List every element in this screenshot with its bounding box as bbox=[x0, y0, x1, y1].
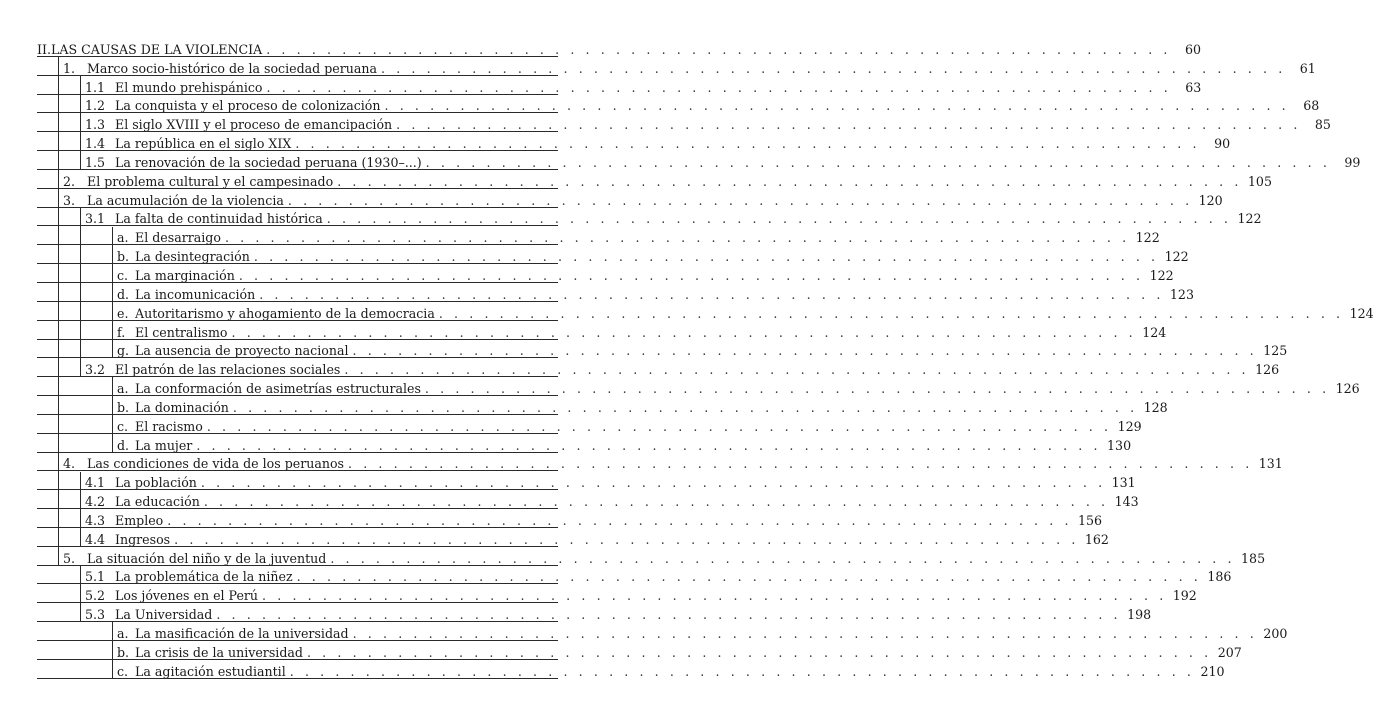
toc-entry-page: 185 bbox=[1241, 550, 1266, 566]
toc-entry-page: 120 bbox=[1198, 192, 1223, 208]
dot-leader: . . . . . . . . . . . . . . . . . . . . . . . . . . . . . . . . . . . . . . . . . . . . . . . . . . . . . . . . . . . . bbox=[287, 192, 1193, 208]
toc-entry[interactable] bbox=[37, 509, 1103, 528]
dot-leader: . . . . . . . . . . . . . . . . . . . . . . . . . . . . . . . . . . . . . . . . . . . . . . . . . . . . . . . . . . . . bbox=[330, 550, 1236, 566]
toc-entry[interactable] bbox=[37, 377, 1360, 397]
toc-entry-title: La problemática de la niñez bbox=[115, 569, 293, 585]
dot-leader: . . . . . . . . . . . . . . . . . . . . . . . . . . . . . . . . . . . . . . . . . . . . . . . . . . . . . . . . . . . . bbox=[238, 267, 1144, 283]
dot-leader: . . . . . . . . . . . . . . . . . . . . . . . . . . . . . . . . . . . . . . . . . . . . . . . . . . . . . . . . . . . . bbox=[425, 154, 1331, 170]
toc-entry-title: La acumulación de la violencia bbox=[87, 192, 284, 208]
toc-entry-number: 5.3 bbox=[85, 607, 106, 623]
toc-entry-page: 156 bbox=[1078, 512, 1103, 528]
toc-entry-page: 126 bbox=[1335, 381, 1360, 397]
dot-leader: . . . . . . . . . . . . . . . . . . . . . . . . . . . . . . . . . . . . . . . . . . . . . . . . . . . . . . . . . . . . bbox=[352, 343, 1258, 359]
toc-entry-number: e. bbox=[117, 305, 129, 321]
toc-entry[interactable] bbox=[37, 434, 1132, 453]
bracket-line bbox=[112, 622, 113, 679]
toc-entry[interactable] bbox=[37, 38, 1201, 57]
toc-entry-title: La Universidad bbox=[115, 607, 213, 623]
toc-entry-title: El problema cultural y el campesinado bbox=[87, 173, 334, 189]
toc-entry[interactable] bbox=[37, 358, 1280, 378]
toc-entry-page: 162 bbox=[1084, 531, 1109, 547]
dot-leader: . . . . . . . . . . . . . . . . . . . . . . . . . . . . . . . . . . . . . . . . . . . . . . . . . . . . . . . . . . . . bbox=[232, 399, 1138, 415]
toc-entry-number: 1.5 bbox=[85, 154, 106, 170]
dot-leader: . . . . . . . . . . . . . . . . . . . . . . . . . . . . . . . . . . . . . . . . . . . . . . . . . . . . . . . . . . . . bbox=[348, 456, 1253, 472]
dot-leader: . . . . . . . . . . . . . . . . . . . . . . . . . . . . . . . . . . . . . . . . . . . . . . . . . . . . . . . . . . . . bbox=[438, 305, 1344, 321]
toc-entry-number: II. bbox=[37, 41, 51, 57]
dot-leader: . . . . . . . . . . . . . . . . . . . . . . . . . . . . . . . . . . . . . . . . . . . . . . . . . . . . . . . . . . . . bbox=[266, 79, 1172, 95]
toc-entry[interactable] bbox=[37, 226, 1160, 246]
toc-entry-page: 123 bbox=[1169, 286, 1194, 302]
toc-entry-number: 5.1 bbox=[85, 569, 106, 585]
toc-entry-page: 124 bbox=[1142, 324, 1167, 340]
toc-entry-number: 3.1 bbox=[85, 211, 106, 227]
toc-entry-title: La agitación estudiantil bbox=[135, 663, 286, 679]
bracket-line bbox=[112, 377, 113, 452]
dot-leader: . . . . . . . . . . . . . . . . . . . . . . . . . . . . . . . . . . . . . . . . . . . . . . . . . . . . . . . . . . . . bbox=[167, 512, 1073, 528]
toc-entry-page: 124 bbox=[1349, 305, 1374, 321]
toc-entry[interactable] bbox=[37, 340, 1288, 359]
toc-entry[interactable] bbox=[37, 189, 1223, 208]
toc-entry-page: 90 bbox=[1214, 136, 1231, 152]
toc-entry-page: 61 bbox=[1299, 60, 1316, 76]
toc-entry-page: 122 bbox=[1237, 211, 1262, 227]
toc-entry[interactable] bbox=[37, 57, 1316, 76]
toc-entry-page: 122 bbox=[1149, 267, 1174, 283]
toc-entry[interactable] bbox=[37, 283, 1194, 302]
toc-entry-title: La falta de continuidad histórica bbox=[115, 211, 323, 227]
toc-entry[interactable] bbox=[37, 415, 1142, 434]
dot-leader: . . . . . . . . . . . . . . . . . . . . . . . . . . . . . . . . . . . . . . . . . . . . . . . . . . . . . . . . . . . . bbox=[266, 41, 1171, 57]
dot-leader: . . . . . . . . . . . . . . . . . . . . . . . . . . . . . . . . . . . . . . . . . . . . . . . . . . . . . . . . . . . . bbox=[295, 136, 1201, 152]
toc-entry-title: La conquista y el proceso de colonización bbox=[115, 98, 381, 114]
toc-entry-number: 2. bbox=[63, 173, 76, 189]
toc-entry[interactable] bbox=[37, 622, 1288, 641]
toc-entry-page: 131 bbox=[1258, 456, 1283, 472]
toc-entry-page: 122 bbox=[1135, 230, 1160, 246]
toc-entry[interactable] bbox=[37, 528, 1109, 547]
toc-entry-title: Empleo bbox=[115, 512, 164, 528]
toc-entry[interactable] bbox=[37, 113, 1331, 133]
toc-entry-page: 129 bbox=[1117, 418, 1142, 434]
toc-entry-title: La república en el siglo XIX bbox=[115, 136, 292, 152]
toc-entry-page: 128 bbox=[1143, 399, 1168, 415]
bracket-line bbox=[58, 57, 59, 566]
toc-entry-title: La dominación bbox=[135, 399, 229, 415]
dot-leader: . . . . . . . . . . . . . . . . . . . . . . . . . . . . . . . . . . . . . . . . . . . . . . . . . . . . . . . . . . . . bbox=[352, 626, 1258, 641]
toc-entry-number: 3. bbox=[63, 192, 76, 208]
toc-entry-page: 207 bbox=[1217, 644, 1242, 660]
dot-leader: . . . . . . . . . . . . . . . . . . . . . . . . . . . . . . . . . . . . . . . . . . . . . . . . . . . . . . . . . . . . bbox=[326, 211, 1232, 227]
toc-entry-page: 131 bbox=[1111, 475, 1136, 491]
toc-entry-title: El siglo XVIII y el proceso de emancipación bbox=[115, 117, 393, 133]
dot-leader: . . . . . . . . . . . . . . . . . . . . . . . . . . . . . . . . . . . . . . . . . . . . . . . . . . . . . . . . . . . . bbox=[262, 588, 1167, 604]
toc-entry-title: La situación del niño y de la juventud bbox=[87, 550, 327, 566]
toc-entry-title: Los jóvenes en el Perú bbox=[115, 588, 259, 604]
dot-leader: . . . . . . . . . . . . . . . . . . . . . . . . . . . . . . . . . . . . . . . . . . . . . . . . . . . . . . . . . . . . bbox=[259, 286, 1164, 302]
toc-entry-number: 1.2 bbox=[85, 98, 106, 114]
dot-leader: . . . . . . . . . . . . . . . . . . . . . . . . . . . . . . . . . . . . . . . . . . . . . . . . . . . . . . . . . . . . bbox=[224, 230, 1130, 246]
toc-entry-page: 63 bbox=[1185, 79, 1202, 95]
dot-leader: . . . . . . . . . . . . . . . . . . . . . . . . . . . . . . . . . . . . . . . . . . . . . . . . . . . . . . . . . . . . bbox=[231, 324, 1137, 340]
toc-entry-number: 1.4 bbox=[85, 136, 106, 152]
toc-entry[interactable] bbox=[37, 584, 1197, 604]
dot-leader: . . . . . . . . . . . . . . . . . . . . . . . . . . . . . . . . . . . . . . . . . . . . . . . . . . . . . . . . . . . . bbox=[381, 60, 1286, 76]
dot-leader: . . . . . . . . . . . . . . . . . . . . . . . . . . . . . . . . . . . . . . . . . . . . . . . . . . . . . . . . . . . . bbox=[289, 663, 1195, 679]
toc-entry-title: El desarraigo bbox=[135, 230, 221, 246]
bracket-line bbox=[80, 208, 81, 378]
dot-leader: . . . . . . . . . . . . . . . . . . . . . . . . . . . . . . . . . . . . . . . . . . . . . . . . . . . . . . . . . . . . bbox=[253, 249, 1159, 265]
toc-entry-title: Las condiciones de vida de los peruanos bbox=[87, 456, 345, 472]
toc-entry-number: 5.2 bbox=[85, 588, 106, 604]
dot-leader: . . . . . . . . . . . . . . . . . . . . . . . . . . . . . . . . . . . . . . . . . . . . . . . . . . . . . . . . . . . . bbox=[200, 475, 1106, 491]
toc-entry-number: 1.3 bbox=[85, 117, 106, 133]
bracket-line bbox=[112, 227, 113, 359]
toc-entry-number: 4.4 bbox=[85, 531, 106, 547]
toc-entry-number: 4.2 bbox=[85, 494, 106, 510]
dot-leader: . . . . . . . . . . . . . . . . . . . . . . . . . . . . . . . . . . . . . . . . . . . . . . . . . . . . . . . . . . . . bbox=[216, 607, 1122, 623]
toc-entry-page: 68 bbox=[1303, 98, 1320, 114]
dot-leader: . . . . . . . . . . . . . . . . . . . . . . . . . . . . . . . . . . . . . . . . . . . . . . . . . . . . . . . . . . . . bbox=[203, 494, 1109, 510]
toc-entry-number: a. bbox=[117, 381, 129, 397]
toc-entry[interactable] bbox=[37, 76, 1202, 95]
toc-entry[interactable] bbox=[37, 170, 1272, 189]
toc-entry-number: d. bbox=[117, 286, 130, 302]
toc-entry-number: 5. bbox=[63, 550, 76, 566]
toc-entry[interactable] bbox=[37, 566, 1232, 585]
toc-entry-page: 143 bbox=[1114, 494, 1139, 510]
toc-entry[interactable] bbox=[37, 302, 1374, 321]
toc-entry-number: c. bbox=[117, 418, 129, 434]
toc-entry[interactable] bbox=[37, 95, 1320, 114]
toc-entry-page: 99 bbox=[1344, 154, 1361, 170]
toc-entry-page: 60 bbox=[1184, 41, 1201, 57]
toc-entry-page: 130 bbox=[1107, 437, 1132, 453]
toc-entry-number: d. bbox=[117, 437, 130, 453]
toc-entry[interactable] bbox=[37, 321, 1167, 340]
toc-entry-number: a. bbox=[117, 230, 129, 246]
toc-entry-page: 125 bbox=[1263, 343, 1288, 359]
toc-entry-number: b. bbox=[117, 644, 130, 660]
toc-entry-number: 1. bbox=[63, 60, 76, 76]
dot-leader: . . . . . . . . . . . . . . . . . . . . . . . . . . . . . . . . . . . . . . . . . . . . . . . . . . . . . . . . . . . . bbox=[296, 569, 1202, 585]
toc-entry-title: La educación bbox=[115, 494, 200, 510]
toc-entry-page: 200 bbox=[1263, 626, 1288, 641]
toc-entry-number: f. bbox=[117, 324, 126, 340]
toc-entry[interactable] bbox=[37, 151, 1361, 170]
toc-entry[interactable] bbox=[37, 471, 1136, 491]
toc-entry[interactable] bbox=[37, 132, 1231, 152]
toc-entry-title: La ausencia de proyecto nacional bbox=[135, 343, 349, 359]
toc-entry-title: El centralismo bbox=[135, 324, 228, 340]
toc-entry-number: 1.1 bbox=[85, 79, 106, 95]
toc-entry-number: b. bbox=[117, 249, 130, 265]
toc-entry[interactable] bbox=[37, 603, 1152, 623]
toc-entry[interactable] bbox=[37, 490, 1139, 510]
dot-leader: . . . . . . . . . . . . . . . . . . . . . . . . . . . . . . . . . . . . . . . . . . . . . . . . . . . . . . . . . . . . bbox=[344, 362, 1250, 378]
toc-entry-page: 85 bbox=[1314, 117, 1331, 133]
toc-entry-title: Ingresos bbox=[115, 531, 171, 547]
toc-entry-title: La incomunicación bbox=[135, 286, 256, 302]
toc-entry[interactable] bbox=[37, 641, 1242, 660]
toc-entry[interactable] bbox=[37, 208, 1262, 227]
toc-entry-title: La conformación de asimetrías estructurales bbox=[135, 381, 421, 397]
toc-entry-title: Marco socio-histórico de la sociedad peruana bbox=[87, 60, 378, 76]
table-of-contents bbox=[37, 38, 1374, 679]
toc-entry-title: El mundo prehispánico bbox=[115, 79, 263, 95]
toc-entry-number: 4.3 bbox=[85, 512, 106, 528]
toc-entry-title: La desintegración bbox=[135, 249, 250, 265]
dot-leader: . . . . . . . . . . . . . . . . . . . . . . . . . . . . . . . . . . . . . . . . . . . . . . . . . . . . . . . . . . . . bbox=[424, 381, 1330, 397]
toc-entry-title: El patrón de las relaciones sociales bbox=[115, 362, 341, 378]
toc-entry-number: 4. bbox=[63, 456, 76, 472]
toc-entry-page: 105 bbox=[1247, 173, 1272, 189]
toc-entry[interactable] bbox=[37, 453, 1283, 472]
dot-leader: . . . . . . . . . . . . . . . . . . . . . . . . . . . . . . . . . . . . . . . . . . . . . . . . . . . . . . . . . . . . bbox=[174, 531, 1079, 547]
toc-entry-title: La marginación bbox=[135, 267, 235, 283]
toc-entry-number: 3.2 bbox=[85, 362, 106, 378]
toc-entry-title: La renovación de la sociedad peruana (1930–...) bbox=[115, 154, 422, 170]
toc-entry-title: La masificación de la universidad bbox=[135, 626, 349, 641]
toc-entry-number: a. bbox=[117, 626, 129, 641]
toc-entry[interactable] bbox=[37, 264, 1174, 283]
toc-entry-title: Autoritarismo y ahogamiento de la democracia bbox=[135, 305, 435, 321]
dot-leader: . . . . . . . . . . . . . . . . . . . . . . . . . . . . . . . . . . . . . . . . . . . . . . . . . . . . . . . . . . . . bbox=[206, 418, 1112, 434]
toc-entry-page: 122 bbox=[1164, 249, 1189, 265]
dot-leader: . . . . . . . . . . . . . . . . . . . . . . . . . . . . . . . . . . . . . . . . . . . . . . . . . . . . . . . . . . . . bbox=[306, 644, 1212, 660]
row-underline bbox=[37, 678, 558, 679]
toc-entry-number: c. bbox=[117, 663, 129, 679]
toc-entry[interactable] bbox=[37, 396, 1168, 415]
toc-entry-number: c. bbox=[117, 267, 129, 283]
toc-entry[interactable] bbox=[37, 660, 1225, 679]
toc-entry-page: 210 bbox=[1200, 663, 1225, 679]
dot-leader: . . . . . . . . . . . . . . . . . . . . . . . . . . . . . . . . . . . . . . . . . . . . . . . . . . . . . . . . . . . . bbox=[196, 437, 1102, 453]
toc-entry-title: La crisis de la universidad bbox=[135, 644, 303, 660]
bracket-line bbox=[80, 566, 81, 623]
bracket-line bbox=[80, 472, 81, 547]
toc-entry[interactable] bbox=[37, 547, 1266, 566]
dot-leader: . . . . . . . . . . . . . . . . . . . . . . . . . . . . . . . . . . . . . . . . . . . . . . . . . . . . . . . . . . . . bbox=[337, 173, 1242, 189]
dot-leader: . . . . . . . . . . . . . . . . . . . . . . . . . . . . . . . . . . . . . . . . . . . . . . . . . . . . . . . . . . . . bbox=[384, 98, 1290, 114]
toc-entry-title: La población bbox=[115, 475, 197, 491]
toc-entry-number: b. bbox=[117, 399, 130, 415]
toc-entry-page: 192 bbox=[1172, 588, 1197, 604]
toc-entry-number: g. bbox=[117, 343, 130, 359]
toc-entry-page: 198 bbox=[1127, 607, 1152, 623]
toc-entry-title: La mujer bbox=[135, 437, 193, 453]
dot-leader: . . . . . . . . . . . . . . . . . . . . . . . . . . . . . . . . . . . . . . . . . . . . . . . . . . . . . . . . . . . . bbox=[396, 117, 1301, 133]
bracket-line bbox=[80, 76, 81, 170]
toc-entry-title: El racismo bbox=[135, 418, 203, 434]
toc-entry-title: LAS CAUSAS DE LA VIOLENCIA bbox=[51, 41, 263, 57]
toc-entry[interactable] bbox=[37, 245, 1189, 265]
toc-entry-number: 4.1 bbox=[85, 475, 106, 491]
toc-entry-page: 186 bbox=[1207, 569, 1232, 585]
toc-entry-page: 126 bbox=[1255, 362, 1280, 378]
